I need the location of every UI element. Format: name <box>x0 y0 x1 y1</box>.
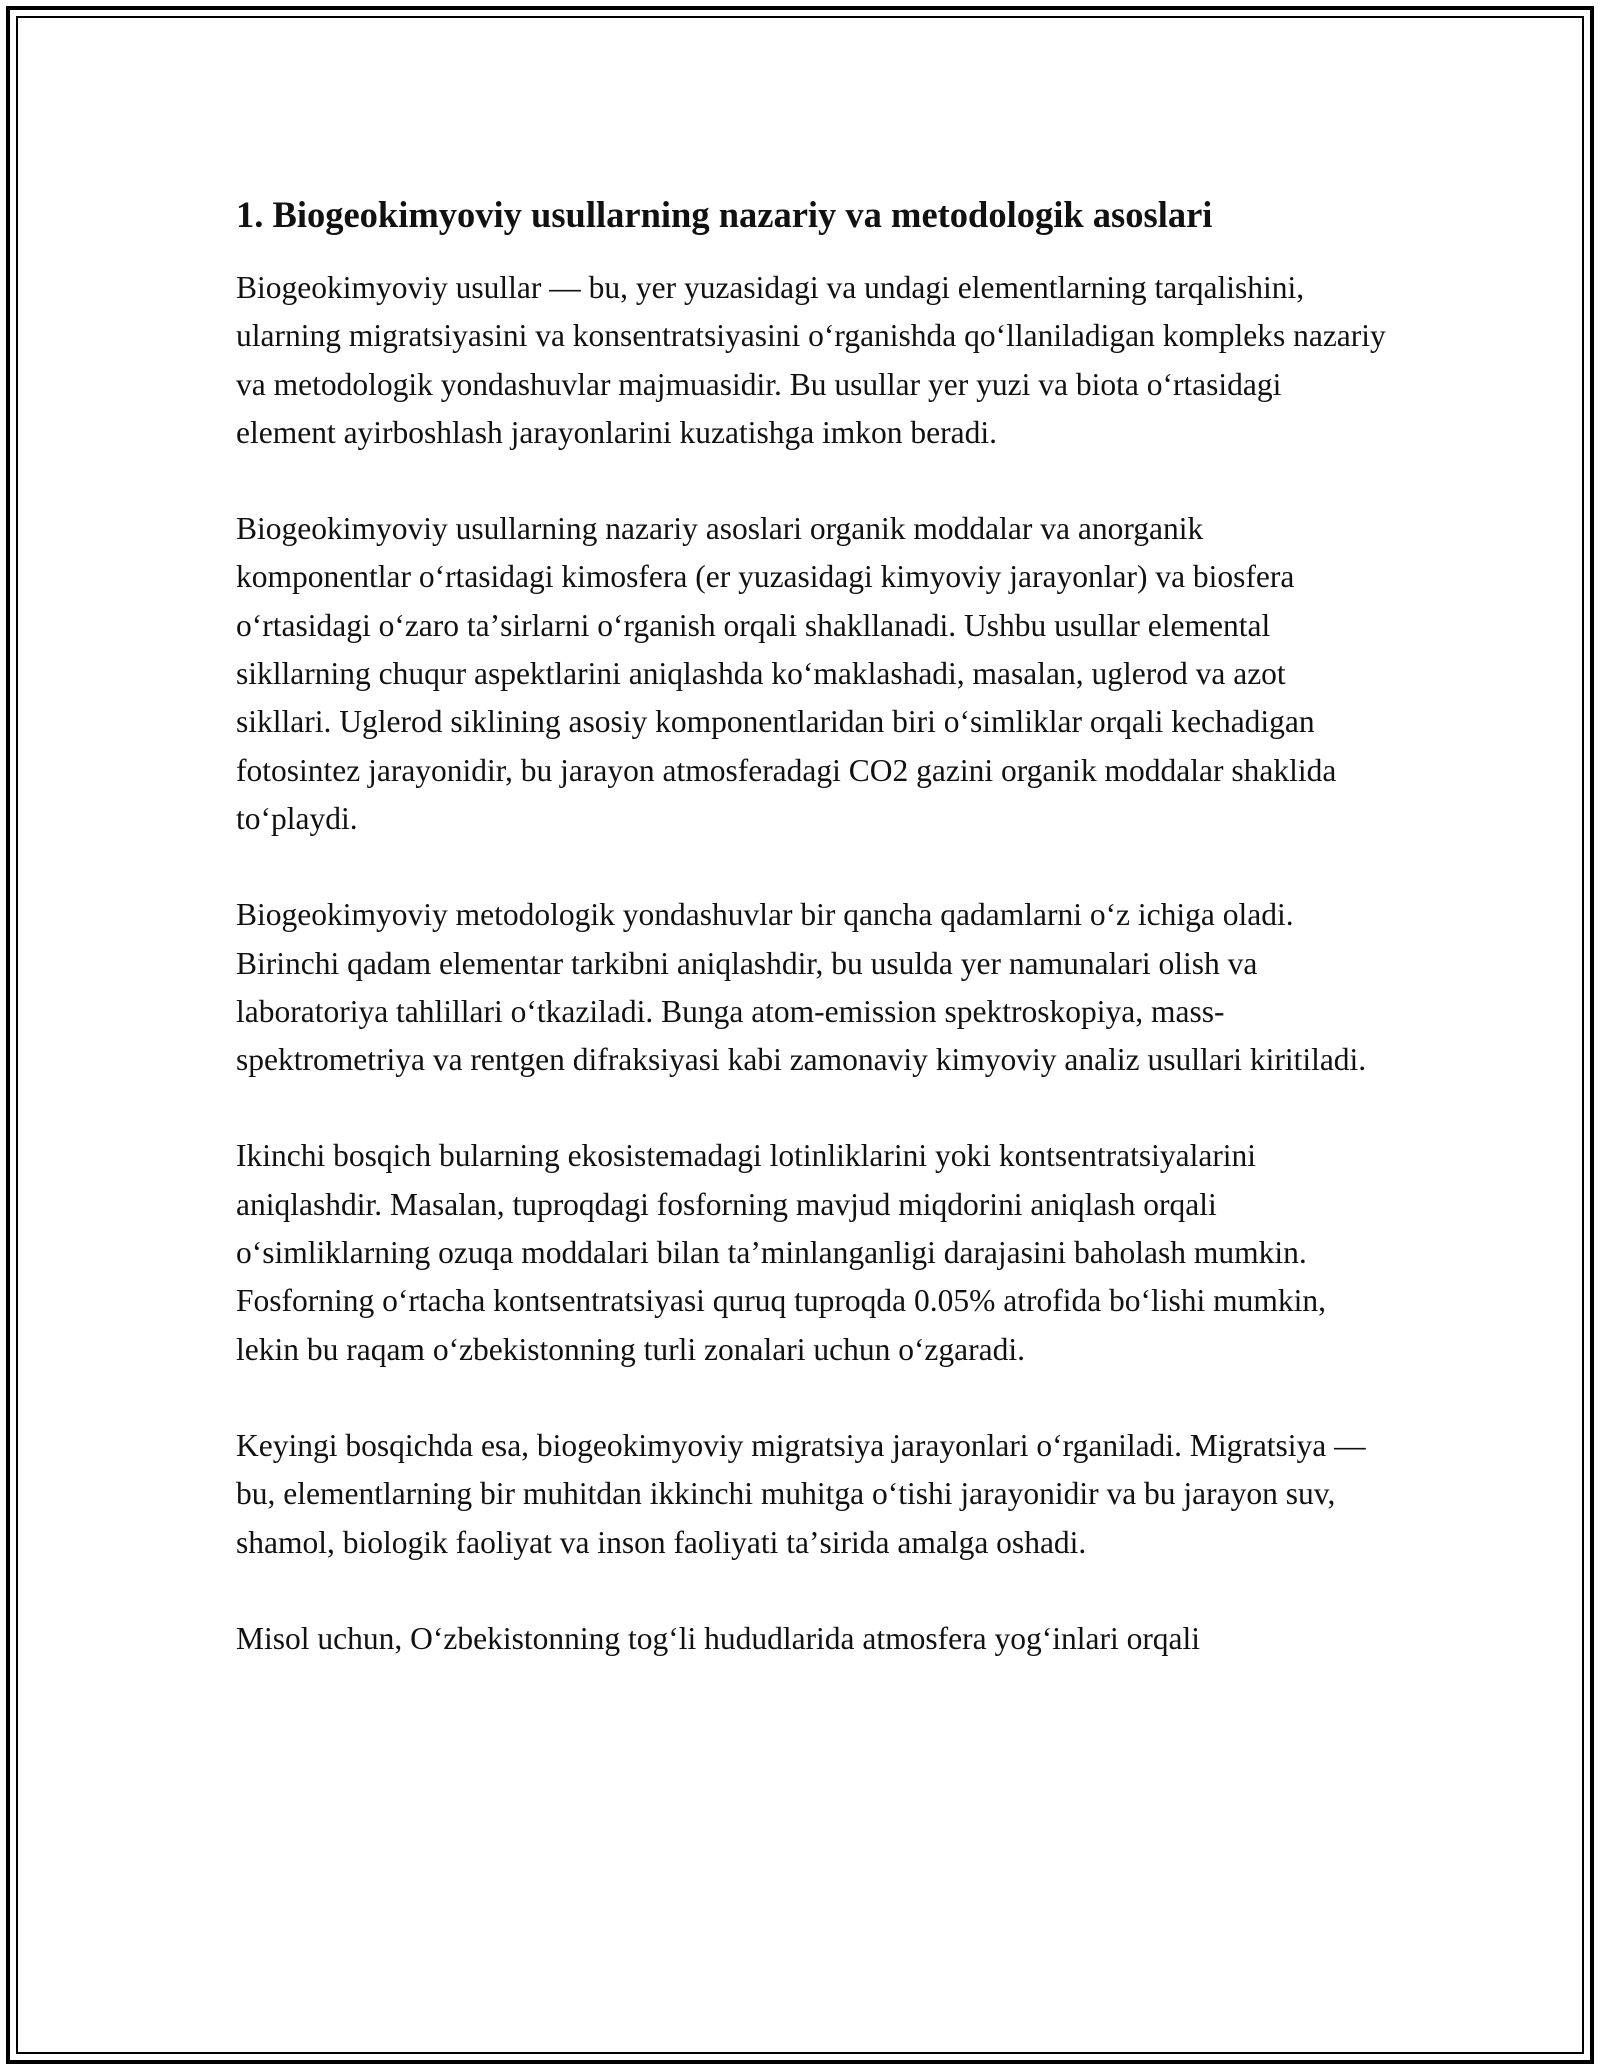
paragraph-2: Biogeokimyoviy usullarning nazariy asoslari organik moddalar va anorganik komponentlar oʻrtasidagi kimosfera (er yuzasidagi kimyoviy jarayonlar) va biosfera oʻrtasidagi oʻzaro taʼsirlarni oʻrganish orqali shakllanadi. Ushbu usullar elemental sikllarning chuqur aspektlarini aniqlashda koʻmaklashadi, masalan, uglerod va azot sikllari. Uglerod siklining asosiy komponentlaridan biri oʻsimliklar orqali kechadigan fotosintez jarayonidir, bu jarayon atmosferadagi CO2 gazini organik moddalar shaklida toʻplaydi. <box>236 511 1337 836</box>
paragraph-6: Misol uchun, Oʻzbekistonning togʻli hududlarida atmosfera yogʻinlari orqali <box>236 1620 1201 1656</box>
paragraph-4: Ikinchi bosqich bularning ekosistemadagi lotinliklarini yoki kontsentratsiyalarini aniqlashdir. Masalan, tuproqdagi fosforning mavjud miqdorini aniqlash orqali oʻsimliklarning ozuqa moddalari bilan taʼminlanganligi darajasini baholash mumkin. Fosforning oʻrtacha kontsentratsiyasi quruq tuproqda 0.05% atrofida boʻlishi mumkin, lekin bu raqam oʻzbekistonning turli zonalari uchun oʻzgaradi. <box>236 1138 1327 1367</box>
paragraph-5: Keyingi bosqichda esa, biogeokimyoviy migratsiya jarayonlari oʻrganiladi. Migratsiya — bu, elementlarning bir muhitdan ikkinchi muhitga oʻtishi jarayonidir va bu jarayon suv, shamol, biologik faoliyat va inson faoliyati taʼsirida amalga oshadi. <box>236 1427 1366 1560</box>
paragraph-1: Biogeokimyoviy usullar — bu, yer yuzasidagi va undagi elementlarning tarqalishini, ularning migratsiyasini va konsentratsiyasini oʻrganishda qoʻllaniladigan kompleks nazariy va metodologik yondashuvlar majmuasidir. Bu usullar yer yuzi va biota oʻrtasidagi element ayirboshlash jarayonlarini kuzatishga imkon beradi. <box>236 270 1386 450</box>
paragraph-3: Biogeokimyoviy metodologik yondashuvlar bir qancha qadamlarni oʻz ichiga oladi. Birinchi qadam elementar tarkibni aniqlashdir, bu usulda yer namunalari olish va laboratoriya tahlillari oʻtkaziladi. Bunga atom-emission spektroskopiya, mass-spektrometriya va rentgen difraksiyasi kabi zamonaviy kimyoviy analiz usullari kiritiladi. <box>236 897 1367 1078</box>
section-heading: 1. Biogeokimyoviy usullarning nazariy va metodologik asoslari <box>236 194 1213 235</box>
document-page <box>236 188 1386 1711</box>
